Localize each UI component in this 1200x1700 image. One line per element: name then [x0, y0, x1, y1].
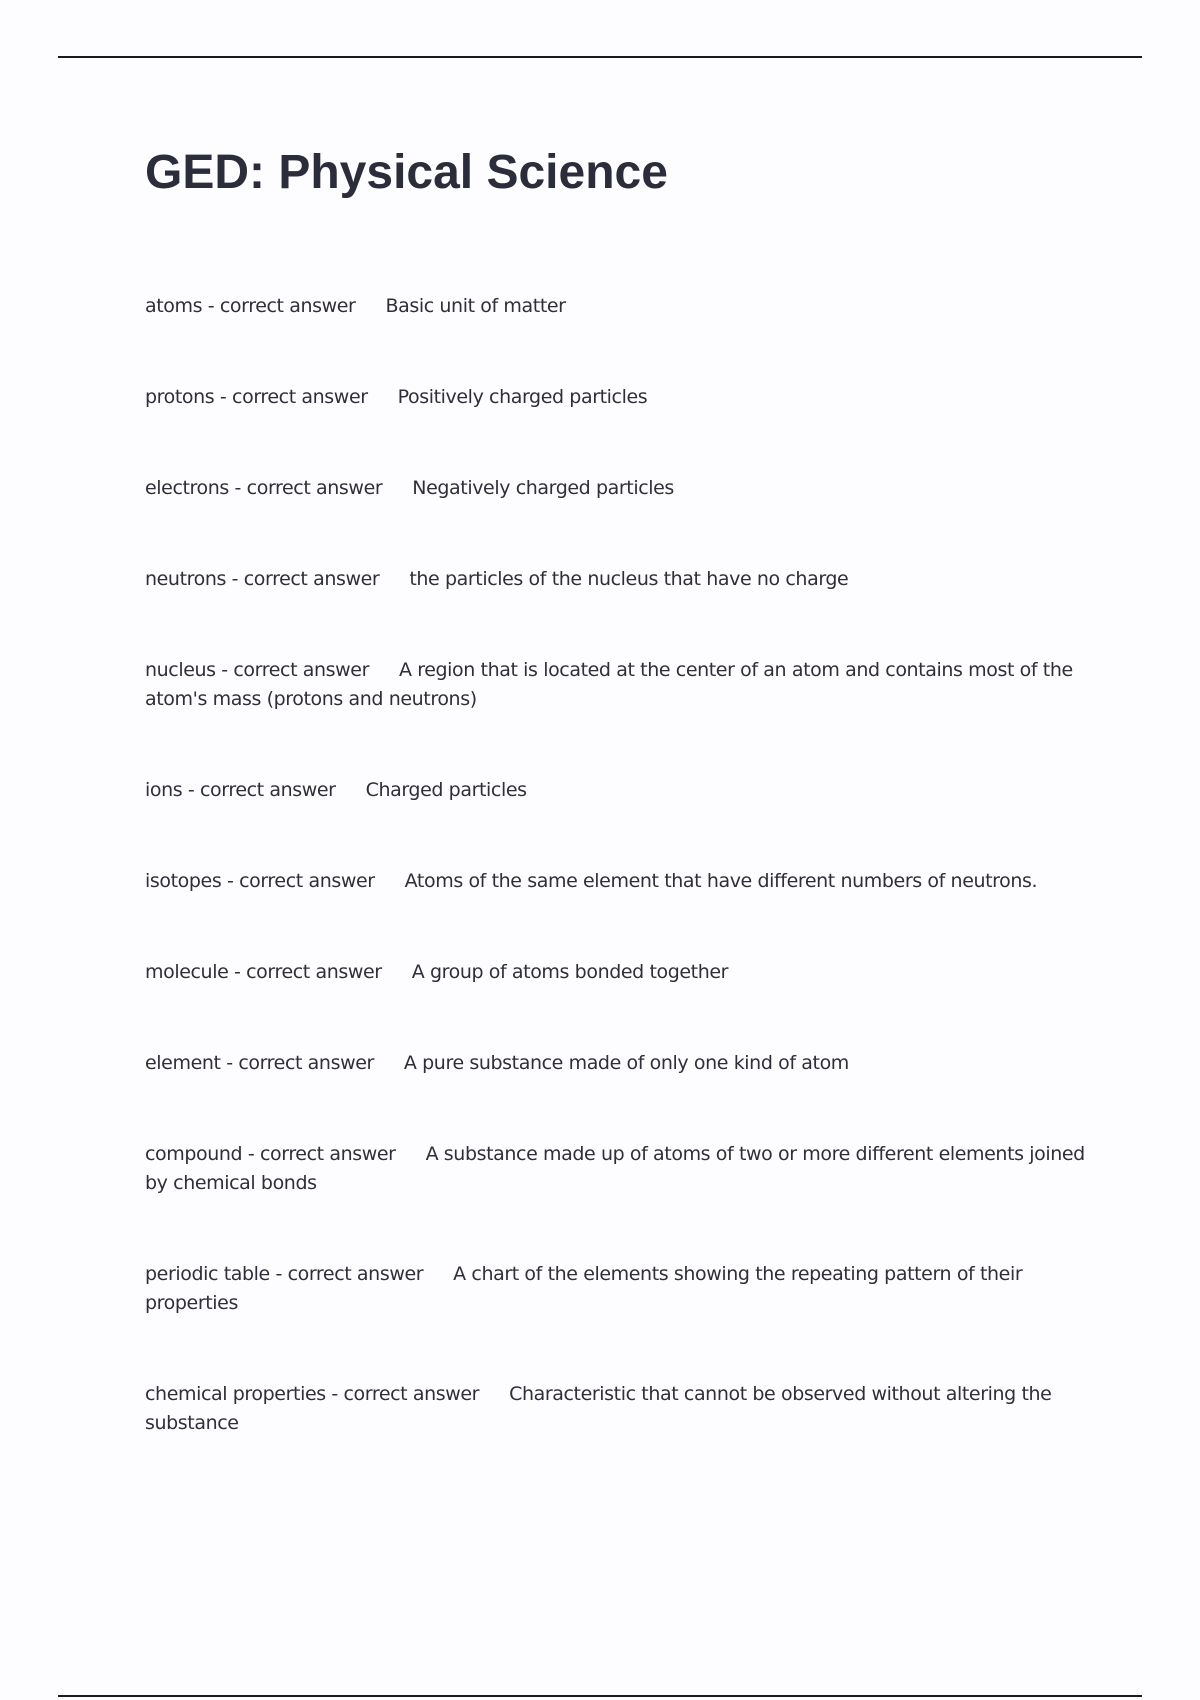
flashcard-term: electrons — [145, 477, 229, 499]
flashcard-item — [145, 1049, 1085, 1078]
term-separator: - — [269, 1263, 288, 1285]
flashcard-item — [145, 1260, 1085, 1318]
flashcard-term: chemical properties — [145, 1383, 326, 1405]
answer-label: correct answer — [246, 477, 383, 499]
flashcard-term: atoms — [145, 295, 203, 317]
flashcard-term: element — [145, 1052, 221, 1074]
flashcard-definition: Negatively charged particles — [412, 477, 674, 499]
flashcard-item — [145, 292, 1085, 321]
answer-label: correct answer — [343, 1383, 480, 1405]
flashcard-term: periodic table — [145, 1263, 270, 1285]
answer-label: correct answer — [259, 1143, 396, 1165]
answer-label: correct answer — [239, 870, 375, 892]
flashcard-term: isotopes — [145, 870, 222, 892]
answer-label: correct answer — [233, 659, 369, 681]
flashcard-definition: A chart of the elements showing the repeating pattern of their properties — [145, 1263, 1023, 1314]
flashcard-definition: A pure substance made of only one kind of atom — [403, 1052, 849, 1074]
term-separator: - — [215, 659, 234, 681]
answer-label: correct answer — [243, 568, 380, 590]
term-separator: - — [242, 1143, 260, 1165]
flashcard-term: ions — [145, 779, 183, 801]
flashcard-term: nucleus — [145, 659, 216, 681]
flashcard-term: protons — [145, 386, 215, 408]
flashcard-item — [145, 474, 1085, 503]
flashcard-term: molecule — [145, 961, 229, 983]
flashcard-definition: A region that is located at the center of an atom and contains most of the atom's mass (protons and neutrons) — [145, 659, 1073, 710]
answer-label: correct answer — [246, 961, 382, 983]
page-title: GED: Physical Science — [145, 146, 668, 199]
term-separator: - — [220, 1052, 239, 1074]
flashcard-definition: A group of atoms bonded together — [411, 961, 729, 983]
flashcard-definition: A substance made up of atoms of two or more different elements joined by chemical bonds — [145, 1143, 1085, 1194]
answer-label: correct answer — [232, 386, 368, 408]
term-separator: - — [214, 386, 233, 408]
flashcard-definition: Atoms of the same element that have different numbers of neutrons. — [404, 870, 1038, 892]
term-separator: - — [182, 779, 200, 801]
term-separator: - — [225, 568, 244, 590]
term-separator: - — [202, 295, 220, 317]
flashcard-list — [145, 292, 1085, 1500]
answer-label: correct answer — [200, 779, 336, 801]
term-separator: - — [228, 477, 247, 499]
flashcard-definition: Basic unit of matter — [385, 295, 566, 317]
flashcard-item — [145, 656, 1085, 714]
bottom-divider — [58, 1695, 1142, 1697]
flashcard-item — [145, 1140, 1085, 1198]
flashcard-term: compound — [145, 1143, 243, 1165]
term-separator: - — [325, 1383, 344, 1405]
flashcard-item — [145, 958, 1085, 987]
flashcard-definition: Positively charged particles — [397, 386, 648, 408]
top-divider — [58, 56, 1142, 58]
answer-label: correct answer — [219, 295, 356, 317]
flashcard-item — [145, 867, 1085, 896]
flashcard-definition: the particles of the nucleus that have no charge — [409, 568, 849, 590]
answer-label: correct answer — [287, 1263, 424, 1285]
flashcard-item — [145, 565, 1085, 594]
flashcard-item — [145, 383, 1085, 412]
answer-label: correct answer — [238, 1052, 374, 1074]
term-separator: - — [228, 961, 247, 983]
flashcard-item — [145, 776, 1085, 805]
flashcard-definition: Charged particles — [365, 779, 527, 801]
flashcard-term: neutrons — [145, 568, 226, 590]
flashcard-definition: Characteristic that cannot be observed without altering the substance — [145, 1383, 1052, 1434]
flashcard-item — [145, 1380, 1085, 1438]
term-separator: - — [221, 870, 240, 892]
